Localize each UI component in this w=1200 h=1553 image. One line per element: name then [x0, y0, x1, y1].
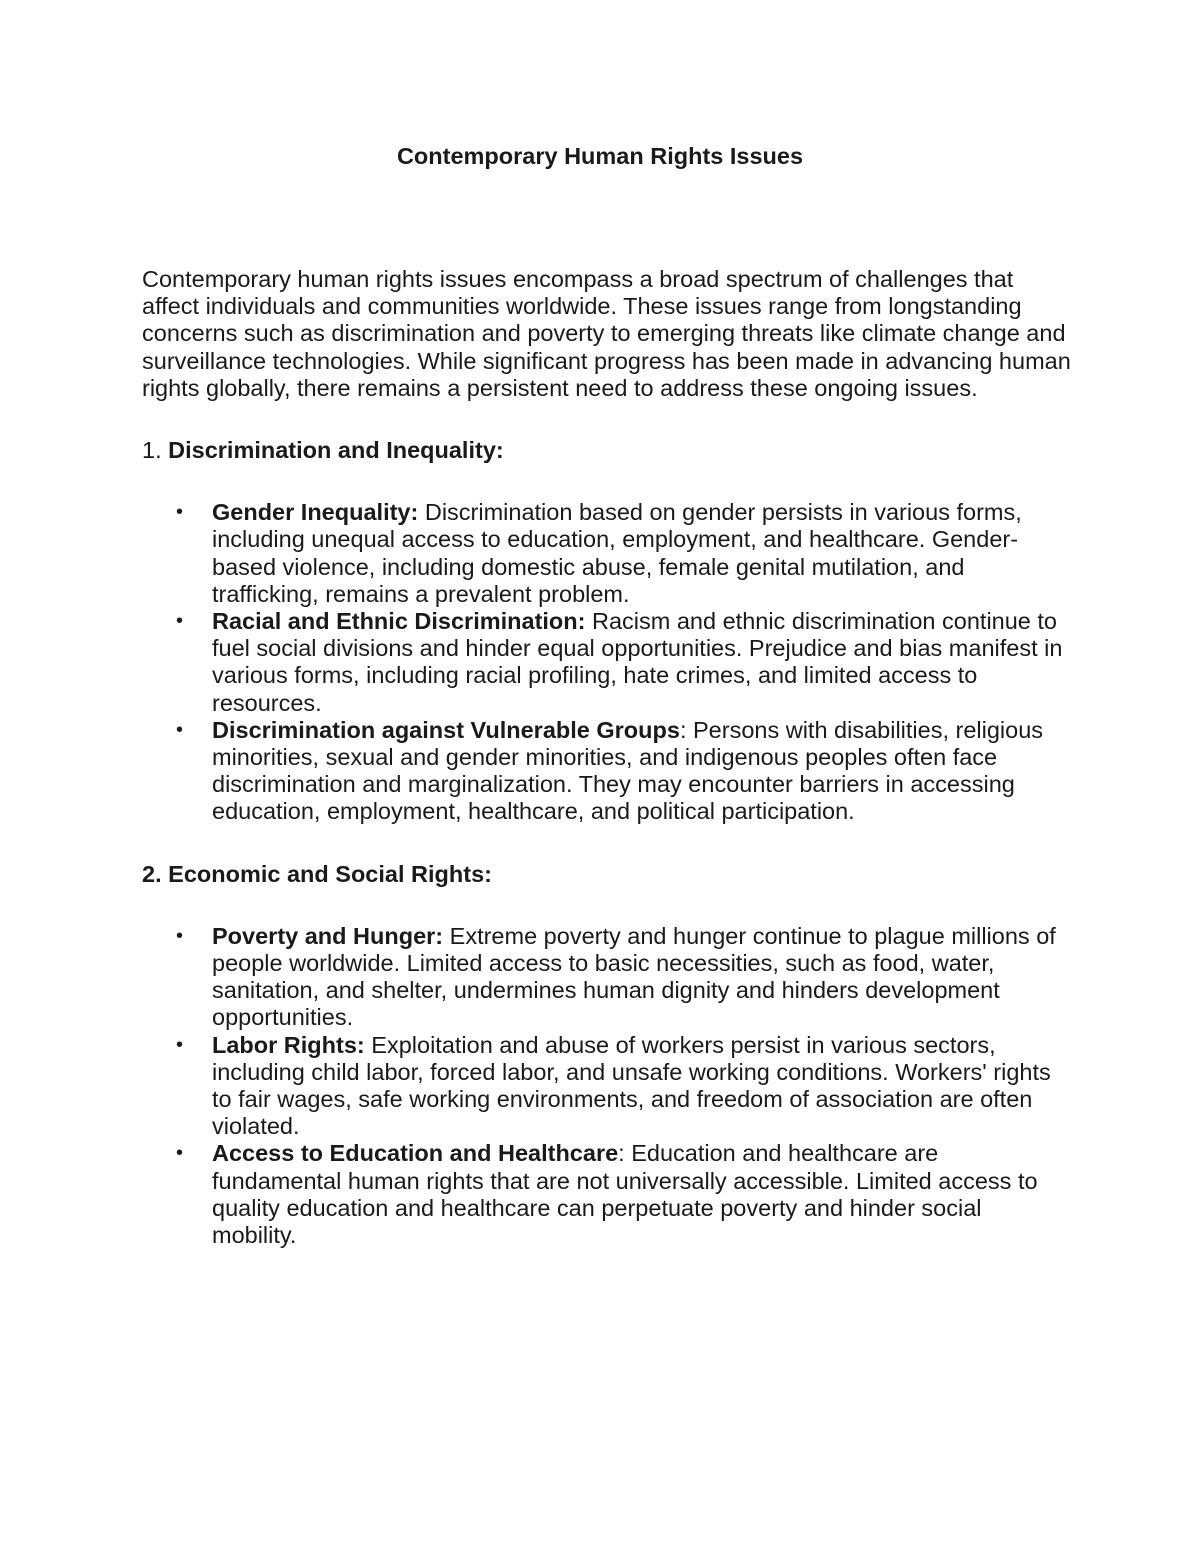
list-item	[142, 923, 1072, 1032]
list-item	[142, 1140, 1072, 1249]
list-item	[142, 1032, 1072, 1141]
section-heading-economic-social	[142, 861, 1072, 888]
intro-paragraph: Contemporary human rights issues encompass a broad spectrum of challenges that affect individuals and communities worldwide. These issues range from longstanding concerns such as discrimination and poverty to emerging threats like climate change and surveillance technologies. While significant progress has been made in advancing human rights globally, there remains a persistent need to address these ongoing issues.	[142, 266, 1071, 401]
bullet-list-discrimination	[142, 499, 1072, 825]
bullet-icon: •	[176, 924, 184, 947]
bullet-icon: •	[176, 1033, 184, 1056]
list-item-text: Extreme poverty and hunger continue to plague millions of people worldwide. Limited access to basic necessities, such as food, water, sanitation, and shelter, undermines human dignity and hinders development opportunities.	[212, 922, 1056, 1031]
bullet-icon: •	[176, 1142, 184, 1165]
page-title: Contemporary Human Rights Issues	[396, 143, 804, 169]
list-item	[142, 608, 1072, 717]
section-heading-discrimination	[142, 437, 1072, 464]
bullet-icon: •	[176, 610, 184, 633]
list-item-text: Exploitation and abuse of workers persist in various sectors, including child labor, forced labor, and unsafe working conditions. Workers' rights to fair wages, safe working environments, and freedom of association are often violated.	[212, 1031, 1051, 1140]
list-item-term: Discrimination against Vulnerable Groups	[212, 716, 680, 743]
bullet-list-economic-social	[142, 923, 1072, 1249]
list-item-term: Poverty and Hunger:	[212, 922, 444, 949]
list-item-term: Labor Rights:	[212, 1031, 365, 1058]
section-number: 2.	[142, 860, 169, 887]
list-item	[142, 717, 1072, 826]
list-item	[142, 499, 1072, 608]
section-title: Economic and Social Rights:	[168, 860, 492, 887]
list-item-text: : Persons with disabilities, religious minorities, sexual and gender minorities, and indigenous peoples often face discrimination and marginalization. They may encounter barriers in accessing education, employment, healthcare, and political participation.	[212, 716, 1044, 825]
list-item-term: Racial and Ethnic Discrimination:	[212, 608, 586, 635]
document-body	[142, 266, 1072, 1249]
list-item-term: Access to Education and Healthcare	[212, 1140, 619, 1167]
list-item-text: : Education and healthcare are fundamental human rights that are not universally accessible. Limited access to quality education and healthcare can perpetuate poverty and hinder social mobility.	[212, 1140, 1038, 1249]
list-item-text: Discrimination based on gender persists in various forms, including unequal access to education, employment, and healthcare. Gender-based violence, including domestic abuse, female genital mutilation, and trafficking, remains a prevalent problem.	[212, 499, 1022, 607]
list-item-term: Gender Inequality:	[212, 499, 419, 526]
bullet-icon: •	[176, 501, 184, 524]
list-item-text: Racism and ethnic discrimination continue to fuel social divisions and hinder equal opportunities. Prejudice and bias manifest in various forms, including racial profiling, hate crimes, and limited access to resources.	[212, 608, 1063, 716]
bullet-icon: •	[176, 718, 184, 741]
section-number: 1.	[142, 437, 169, 464]
section-title: Discrimination and Inequality:	[168, 437, 504, 464]
